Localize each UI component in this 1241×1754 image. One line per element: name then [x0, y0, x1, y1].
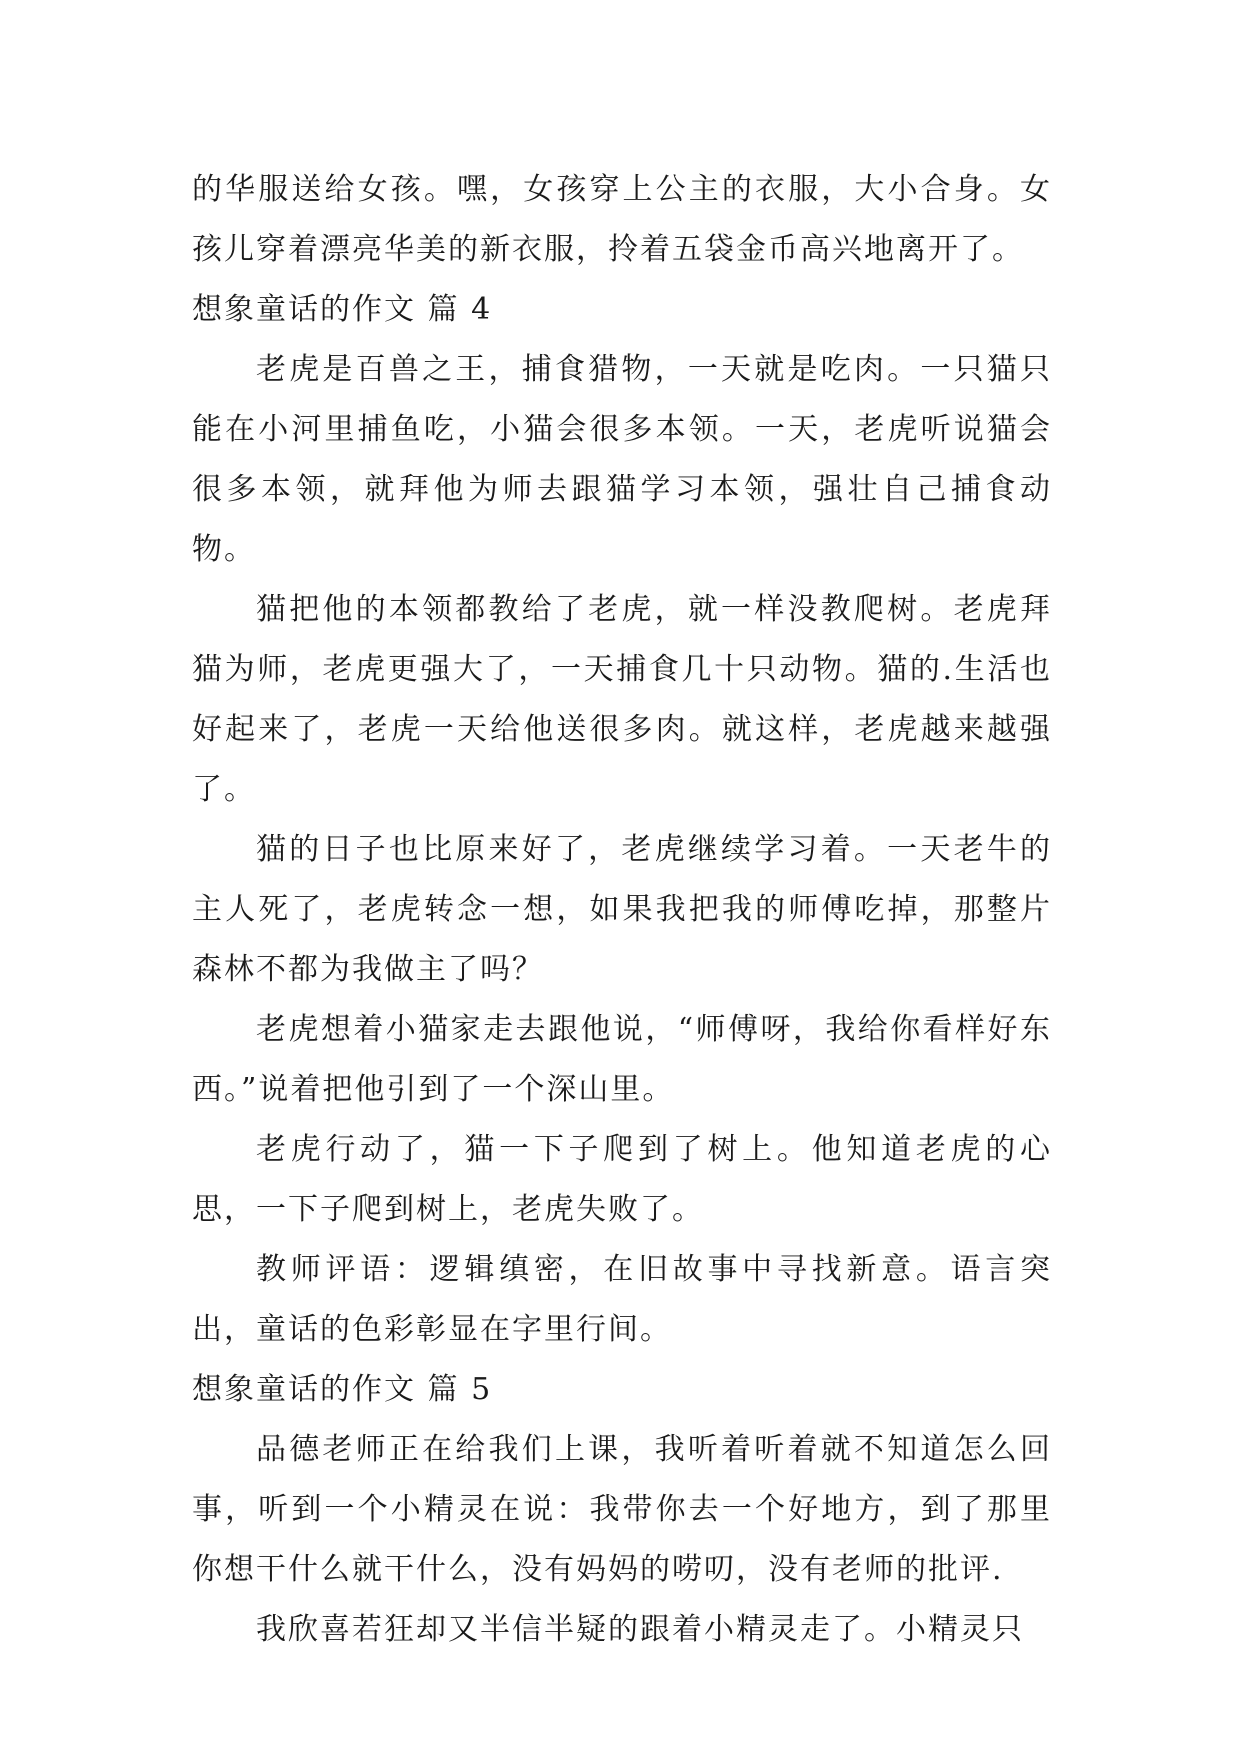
document-body: [192, 160, 1052, 1660]
section-heading-4: 想象童话的作文 篇 4: [192, 292, 493, 327]
paragraph-continued: 的华服送给女孩。嘿，女孩穿上公主的衣服，大小合身。女孩儿穿着漂亮华美的新衣服，拎着五袋金币高兴地离开了。: [192, 172, 1052, 267]
paragraph: 我欣喜若狂却又半信半疑的跟着小精灵走了。小精灵只: [256, 1612, 1024, 1647]
paragraph: 老虎行动了，猫一下子爬到了树上。他知道老虎的心思，一下子爬到树上，老虎失败了。: [192, 1132, 1052, 1227]
paragraph: 老虎是百兽之王，捕食猎物，一天就是吃肉。一只猫只能在小河里捕鱼吃，小猫会很多本领。一天，老虎听说猫会很多本领，就拜他为师去跟猫学习本领，强壮自己捕食动物。: [192, 352, 1052, 567]
paragraph: 品德老师正在给我们上课，我听着听着就不知道怎么回事，听到一个小精灵在说：我带你去一个好地方，到了那里你想干什么就干什么，没有妈妈的唠叨，没有老师的批评.: [192, 1432, 1052, 1587]
paragraph: 猫把他的本领都教给了老虎，就一样没教爬树。老虎拜猫为师，老虎更强大了，一天捕食几十只动物。猫的.生活也好起来了，老虎一天给他送很多肉。就这样，老虎越来越强了。: [192, 592, 1052, 807]
paragraph: 猫的日子也比原来好了，老虎继续学习着。一天老牛的主人死了，老虎转念一想，如果我把我的师傅吃掉，那整片森林不都为我做主了吗？: [192, 832, 1052, 987]
paragraph: 老虎想着小猫家走去跟他说，“师傅呀，我给你看样好东西。”说着把他引到了一个深山里。: [192, 1012, 1052, 1107]
teacher-comment-paragraph: 教师评语：逻辑缜密，在旧故事中寻找新意。语言突出，童话的色彩彰显在字里行间。: [192, 1252, 1052, 1347]
section-heading-5: 想象童话的作文 篇 5: [192, 1372, 493, 1407]
